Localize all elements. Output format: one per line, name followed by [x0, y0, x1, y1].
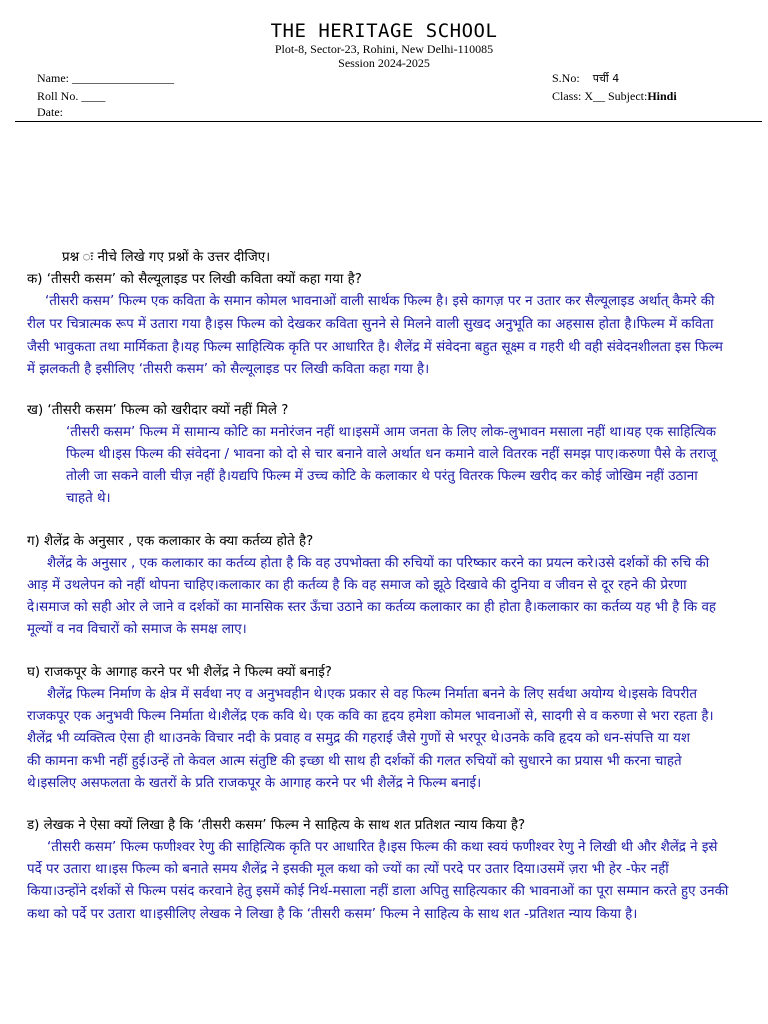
answer-3-line: शैलेंद्र के अनुसार , एक कलाकार का कर्तव्य होता है कि वह उपभोक्ता की रुचियों का परिष्कार करने का प्रयत्न करे।उसे दर्शकों की रुचि की [47, 556, 710, 571]
answer-1-line: रील पर चित्रात्मक रूप में उतारा गया है।इस फिल्म को देखकर कविता सुनने से मिलने वाली सुखद अनुभूति का अहसास होता है।फिल्म में कविता [27, 317, 714, 332]
answer-4-line: थे।इसलिए असफलता के खतरों के प्रति राजकपूर के आगाह करने पर भी शैलेंद्र ने फिल्म बनाई। [27, 776, 482, 791]
session-label: Session 2024-2025 [338, 56, 430, 70]
subject-value: Hindi [647, 89, 677, 103]
sno-value: पर्ची 4 [592, 72, 620, 85]
school-address: Plot-8, Sector-23, Rohini, New Delhi-110085 [274, 42, 494, 56]
serial-number [552, 71, 619, 86]
answer-4-line: शैलेंद्र फिल्म निर्माण के क्षेत्र में सर्वथा नए व अनुभवहीन थे।एक प्रकार से वह फिल्म निर्माता बनने के लिए सर्वथा अयोग्य थे।इसके विपरीत [47, 687, 697, 702]
instruction: प्रश्न ः नीचे लिखे गए प्रश्नों के उत्तर दीजिए। [62, 250, 271, 265]
answer-5-line: पर्दे पर उतारा था।इस फिल्म को बनाते समय शैलेंद्र ने इसकी मूल कथा को ज्यों का त्यों परदे पर उतार दिया।उसमें ज़रा भी हेर -फेर नहीं [27, 862, 669, 877]
answer-4-line: राजकपूर एक अनुभवी फिल्म निर्माता थे।शैलेंद्र एक कवि थे। एक कवि का हृदय हमेशा कोमल भावनाओं से, सादगी से व करुणा से भरा रहता है। [27, 709, 714, 724]
answer-5-line: कथा को पर्दे पर उतारा था।इसीलिए लेखक ने लिखा है कि ‘तीसरी कसम’ फिल्म ने साहित्य के साथ शत -प्रतिशत न्याय किया है। [27, 907, 638, 922]
question-3: ग) शैलेंद्र के अनुसार , एक कलाकार के क्या कर्तव्य होते है? [27, 534, 314, 549]
class-subject [552, 89, 677, 104]
answer-4-line: की कामना कभी नहीं हुई।उन्हें तो केवल आत्म संतुष्टि की इच्छा थी साथ ही दर्शकों की गलत रुचियों को सुधारने का प्रयास भी करना चाहते [27, 754, 682, 769]
answer-2-line: ‘तीसरी कसम’ फिल्म में सामान्य कोटि का मनोरंजन नहीं था।इसमें आम जनता के लिए लोक-लुभावन मसाला नहीं था।यह एक साहित्यिक [66, 425, 717, 440]
answer-1-line: ‘तीसरी कसम’ फिल्म एक कविता के समान कोमल भावनाओं वाली सार्थक फिल्म है। इसे कागज़ पर न उतार कर सैल्यूलाइड अर्थात् कैमरे की [45, 294, 715, 309]
answer-1-line: जैसी भावुकता तथा मार्मिकता है।यह फिल्म साहित्यिक कृति पर आधारित है। शैलेंद्र में संवेदना बहुत सूक्ष्म व गहरी थी वही संवेदनशीलता इस फिल्म [27, 340, 723, 355]
answer-5-line: किया।उन्होंने दर्शकों से फिल्म पसंद करवाने हेतु इसमें कोई निर्थ-मसाला नहीं डाला अपितु साहित्यकार की भावनाओं का पूरा सम्मान करते हुए उनकी [27, 884, 729, 899]
date-field: Date: [37, 105, 63, 119]
answer-5-line: ‘तीसरी कसम’ फिल्म फणीश्वर रेणु की साहित्यिक कृति पर आधारित है।इस फिल्म की कथा स्वयं फणीश्वर रेणु ने लिखी थी और शैलेंद्र ने इसे [47, 840, 718, 855]
question-1: क) ‘तीसरी कसम’ को सैल्यूलाइड पर लिखी कविता क्यों कहा गया है? [27, 272, 362, 287]
answer-3-line: मूल्यों व नव विचारों को समाज के समक्ष लाए। [27, 622, 247, 637]
question-2: ख) ‘तीसरी कसम’ फिल्म को खरीदार क्यों नहीं मिले ? [27, 403, 289, 418]
roll-no-field: Roll No. ____ [37, 89, 106, 103]
name-field: Name: _________________ [37, 71, 174, 85]
answer-2-line: फिल्म थी।इस फिल्म की संवेदना / भावना को दो से चार बनाने वाले अर्थात धन कमाने वाले वितरक नहीं समझ पाए।करुणा पैसे के तराजू [66, 447, 717, 462]
answer-3-line: आड़ में उथलेपन को नहीं थोपना चाहिए।कलाकार का ही कर्तव्य है कि वह समाज को झूठे दिखावे की दुनिया व जीवन से दूर रहने की प्रेरणा [27, 578, 687, 593]
answer-4-line: शैलेंद्र भी व्यक्तित्व ऐसा ही था।उनके विचार नदी के प्रवाह व समुद्र की गहराई जैसे गुणों से भरपूर थे।उनके कवि हृदय को धन-संपत्ति या यश [27, 731, 691, 746]
header-divider [15, 121, 762, 122]
answer-3-line: दे।समाज को सही ओर ले जाने व दर्शकों का मानसिक स्तर ऊँचा उठाने का कर्तव्य कलाकार का ही होता है।कलाकार का कर्तव्य यह भी है कि वह [27, 600, 717, 615]
answer-1-line: में झलकती है इसीलिए ‘तीसरी कसम’ को सैल्यूलाइड पर लिखी कविता कहा गया है। [27, 362, 430, 377]
answer-2-line: तोली जा सकने वाली चीज़ नहीं है।यद्यपि फिल्म में उच्च कोटि के कलाकार थे परंतु वितरक फिल्म खरीद कर कोई जोखिम नहीं उठाना [66, 469, 698, 484]
answer-2-line: चाहते थे। [66, 491, 111, 506]
question-4: घ) राजकपूर के आगाह करने पर भी शैलेंद्र ने फिल्म क्यों बनाई? [27, 665, 332, 680]
school-name: THE HERITAGE SCHOOL [270, 20, 498, 42]
sno-label: S.No: [552, 71, 580, 85]
question-5: ड) लेखक ने ऐसा क्यों लिखा है कि ‘तीसरी कसम’ फिल्म ने साहित्य के साथ शत प्रतिशत न्याय किया है? [27, 818, 526, 833]
class-label: Class: X__ Subject: [552, 89, 648, 103]
